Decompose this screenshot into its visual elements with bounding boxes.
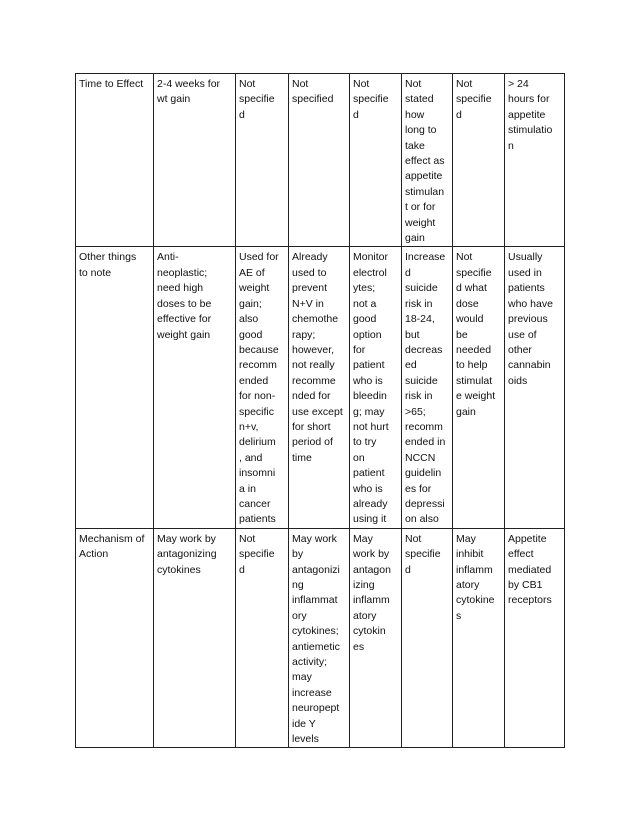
table-cell: May inhibit inflamm atory cytokine s [453, 528, 505, 748]
table-cell: Increase d suicide risk in 18-24, but decreas ed suicide risk in >65; recomm ended in NCCN guidelin es for depressi on also [402, 247, 453, 528]
table-cell: Not specifie d [350, 74, 402, 247]
table-cell: Not specifie d what dose would be needed to help stimulat e weight gain [453, 247, 505, 528]
table-cell: Used for AE of weight gain; also good because recomm ended for non- specific n+v, delirium , and insomni a in cancer patients [236, 247, 289, 528]
row-header-mechanism-of-action: Mechanism of Action [76, 528, 154, 748]
table-cell: May work by antagon izing inflamm atory cytokin es [350, 528, 402, 748]
table-cell: Monitor electrol ytes; not a good option for patient who is bleedin g; may not hurt to try on patient who is already using it [350, 247, 402, 528]
table-row-time-to-effect [76, 74, 565, 247]
table-cell: Already used to prevent N+V in chemothe rapy; however, not really recomme nded for use except for short period of time [289, 247, 350, 528]
table-cell: Not specifie d [236, 528, 289, 748]
table-row-other-things-to-note [76, 247, 565, 528]
table-cell: Usually used in patients who have previous use of other cannabin oids [505, 247, 565, 528]
row-header-time-to-effect: Time to Effect [76, 74, 154, 247]
table-cell: Appetite effect mediated by CB1 receptors [505, 528, 565, 748]
table-cell: Not specified [289, 74, 350, 247]
table-cell: > 24 hours for appetite stimulatio n [505, 74, 565, 247]
comparison-table [75, 73, 565, 748]
table-cell: Not specifie d [236, 74, 289, 247]
table-cell: Anti- neoplastic; need high doses to be effective for weight gain [154, 247, 236, 528]
table-cell: May work by antagonizing cytokines [154, 528, 236, 748]
table-cell: 2-4 weeks for wt gain [154, 74, 236, 247]
table-cell: Not specifie d [453, 74, 505, 247]
table-row-mechanism-of-action [76, 528, 565, 748]
table-cell: May work by antagonizi ng inflammat ory cytokines; antiemetic activity; may increase neuropept ide Y levels [289, 528, 350, 748]
table-cell: Not stated how long to take effect as appetite stimulan t or for weight gain [402, 74, 453, 247]
row-header-other-things-to-note: Other things to note [76, 247, 154, 528]
table-cell: Not specifie d [402, 528, 453, 748]
